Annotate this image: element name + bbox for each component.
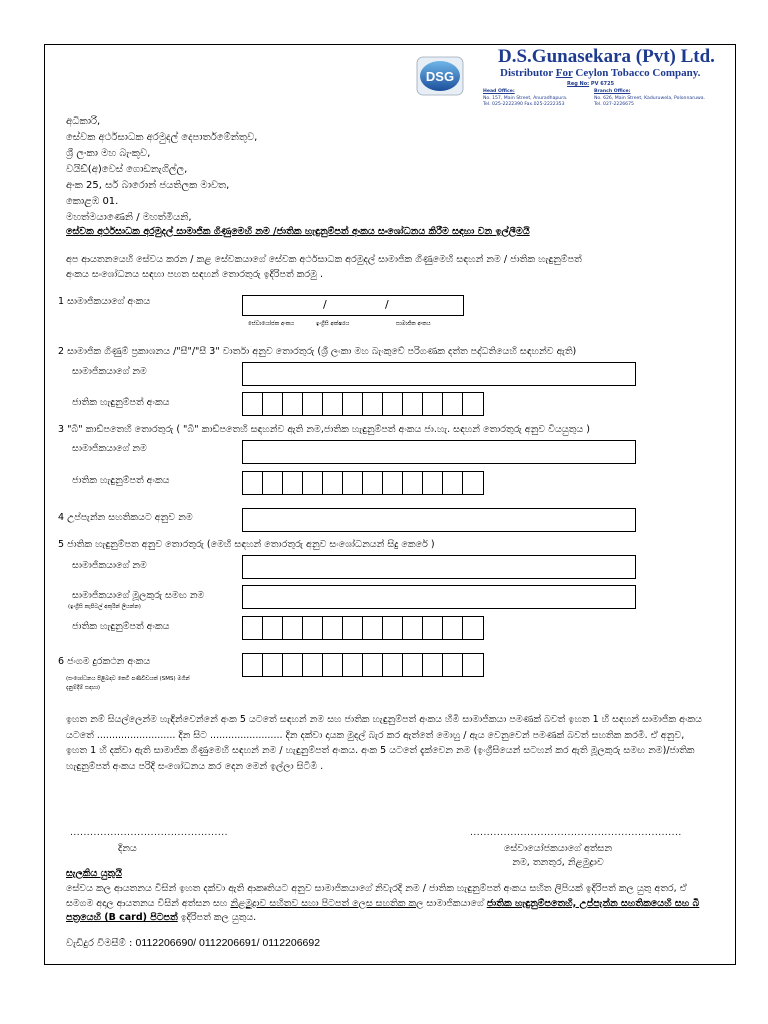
q2-nic-label: ජාතික හැඳුනුම්පත් අංකය <box>72 397 170 408</box>
q5-initials-note: (ඉංග්‍රීසි කැපිටල් අකුරින් ලියන්න) <box>68 604 141 610</box>
head-office: Head Office: No. 157, Main Street, Anuradhapura. Tel. 025-2222390 Fax.025-2222353 <box>483 89 568 107</box>
q5-label: 5 ජාතික හැඳුනුම්පත අනුව තොරතුරු (මෙහි සඳහන් තොරතුරු අනුව සංශෝධනයන් සිදු කෙරේ ) <box>58 539 435 550</box>
q2-label: 2 සාමාජික ගිණුම් ප්‍රකාශනය /"සී"/"සී 3" වාර්තා අනුව තොරතුරු (ශ්‍රී ලංකා මහ බැංකුවේ පරිගණක දත්ත පද්ධතියෙහි සඳහන්ව ඇති) <box>58 346 577 357</box>
employer-signature-line[interactable]: ............................................................... <box>470 828 682 838</box>
address-line: කොළඹ 01. <box>66 196 119 207</box>
q5-initials-field[interactable] <box>242 585 636 609</box>
q5-nic-field[interactable] <box>242 616 484 640</box>
address-line: ශ්‍රී ලංකා මහ බැංකුව, <box>66 148 151 159</box>
q3-label: 3 "බී" කාඩ්පතෙහි තොරතුරු ( "බී" කාඩ්පතෙහි සඳහන්ව ඇති නම,ජාතික හැඳුනුම්පත් අංකය ජා.හැ. සඳහන් තොරතුරු අනුව වියයුතුය ) <box>58 424 590 435</box>
q6-note-line2: දැනුම්දීම් සඳහා) <box>66 685 101 691</box>
contact-numbers: වැඩිදුර විමසීම් : 0112206690/ 0112206691/ 0112206692 <box>66 937 321 949</box>
branch-office: Branch Office: No. 626, Main Street, Kaduruwela, Polonnaruwa. Tel. 027-2226675 <box>594 89 706 107</box>
subject-line: සේවක අර්ථසාධක අරමුදල් සාමාජික ගිණුමෙහි නම /ජාතික හැඳුනුම්පත් අංකය සංශෝධනය කිරීම සඳහා වන ඉල්ලීමයි <box>66 226 530 237</box>
address-line: සේවක අර්ථසාධක අරමුදල් දෙපාර්තමේන්තුව, <box>66 132 258 143</box>
member-number-field[interactable]: / / <box>242 295 464 316</box>
q5-nic-label: ජාතික හැඳුනුම්පත් අංකය <box>72 621 170 632</box>
date-line[interactable]: ............................................... <box>70 828 228 838</box>
employer-number-caption: සේවායෝජක අංකය <box>248 321 295 327</box>
date-label: දිනය <box>118 843 137 854</box>
q5-initials-label: සාමාජිකයාගේ මූලකුරු සමඟ නම <box>72 590 205 601</box>
q5-name-label: සාමාජිකයාගේ නම <box>72 560 147 571</box>
intro-paragraph: අප ආයතනයෙහි සේවය කරන / කළ සේවකයාගේ සේවක අර්ථසාධක අරමුදල් සාමාජික ගිණුමෙහි සඳහන් නම / ජාතික හැඳුනුම්පත් අංකය සංශෝධනය සඳහා පහත සඳහන් තොරතුරු ඉදිරිපත් කරමු . <box>66 254 582 280</box>
recipient-address <box>66 114 257 226</box>
address-line: අධිකාරි, <box>66 116 101 127</box>
member-no-caption: සාමාජික අංකය <box>396 321 431 327</box>
birth-cert-name-field[interactable] <box>242 508 636 532</box>
q6-note-line1: (සංශෝධනය පිළිබඳව කෙටි පණිවිඩයක් (SMS) මගින් <box>66 676 190 682</box>
english-letter-caption: ඉංග්‍රීසි අක්ෂරය <box>316 321 350 327</box>
declaration-paragraph: ඉහත නම් සියල්ලෙන්ම හැඳින්වෙන්නේ අංක 5 යටතේ සඳහන් නම සහ ජාතික හැඳුනුම්පත් අංකය හිමි සාමාජිකයා පමණක් බවත් ඉහත 1 හි සඳහන් සාමාජික අංකය යටතේ .......................... දින සිට ........................ දින දක්වා දායක මුදල් බැර කර ඇත්තේ මොහු / ඇය වෙනුවෙන් පමණක් බවත් සහතික කරමි. ඒ අනුව, ඉහත 1 හි දක්වා ඇති සාමාජික ගිණුමෙහි සඳහන් නම / හැඳුනුම්පත් අංකය. අංක 5 යටතේ දැක්වෙන නම (ඉංග්‍රීසියෙන් සටහන් කර ඇති මූලකුරු සමඟ නම)/ජාතික හැඳුනුම්පත් අංකය පරිදි සංශෝධනය කර දෙන මෙන් ඉල්ලා සිටිමි . <box>66 714 702 772</box>
mobile-number-field[interactable] <box>242 653 484 677</box>
registration-number: Reg No: PV 6725 <box>567 81 615 87</box>
q2-name-field[interactable] <box>242 362 636 386</box>
q3-nic-label: ජාතික හැඳුනුම්පත් අංකය <box>72 475 170 486</box>
company-subtitle: Distributor For Ceylon Tobacco Company. <box>500 67 701 79</box>
q4-label: 4 උප්පැන්න සහතිකයට අනුව නම <box>58 512 193 523</box>
q5-name-field[interactable] <box>242 555 636 579</box>
notes-title: සැලකිය යුතුයි <box>66 868 122 879</box>
address-line: අංක 25, සර් බාරොන් ජයතිලක මාවත, <box>66 180 230 191</box>
notes-body: සේවය කල ආයතනය විසින් ඉහත දක්වා ඇති ආකෘතියට අනුව සාමාජිකයාගේ නිවැරදි නම / ජාතික හැඳුනුම්පත් අංකය සහිත ලිපියක් ඉදිරිපත් කල යුතු අතර, ඒ සමගම අදාල ආයතනය විසින් අත්සන සහ නිළමුද්‍රාව සහිතව සහා පිටපත් ලෙස සහතික කල සාමාජිකයාගේ ජාතික හැඳුනුම්පතෙහි, උප්පැන්න සහතිකයෙහි සහ බී පත්‍රයෙහි (B card) පිටපත් ඉදිරිපත් කල යුතුය. <box>66 883 700 923</box>
q3-nic-field[interactable] <box>242 471 484 495</box>
q2-name-label: සාමාජිකයාගේ නම <box>72 366 147 377</box>
dsg-logo <box>416 56 464 96</box>
employer-signature-label: සේවායෝජකයාගේ අත්සන නම, තනතුර, නිළමුද්‍රාව <box>503 843 613 868</box>
address-line: වයිඩ්(අ)වෙස් ගොඩනැගිල්ල, <box>66 164 188 175</box>
logo-text: DSG <box>425 69 455 84</box>
q2-nic-field[interactable] <box>242 392 484 416</box>
q1-label: 1 සාමාජිකයාගේ අංකය <box>58 296 151 307</box>
q6-label: 6 ජංගම දුරකථන අංකය <box>58 656 151 667</box>
company-name: D.S.Gunasekara (Pvt) Ltd. <box>498 46 715 67</box>
q3-name-field[interactable] <box>242 440 636 464</box>
salutation: මහත්මයාණෙනි / මහත්මියනි, <box>66 212 192 223</box>
q3-name-label: සාමාජිකයාගේ නම <box>72 443 147 454</box>
